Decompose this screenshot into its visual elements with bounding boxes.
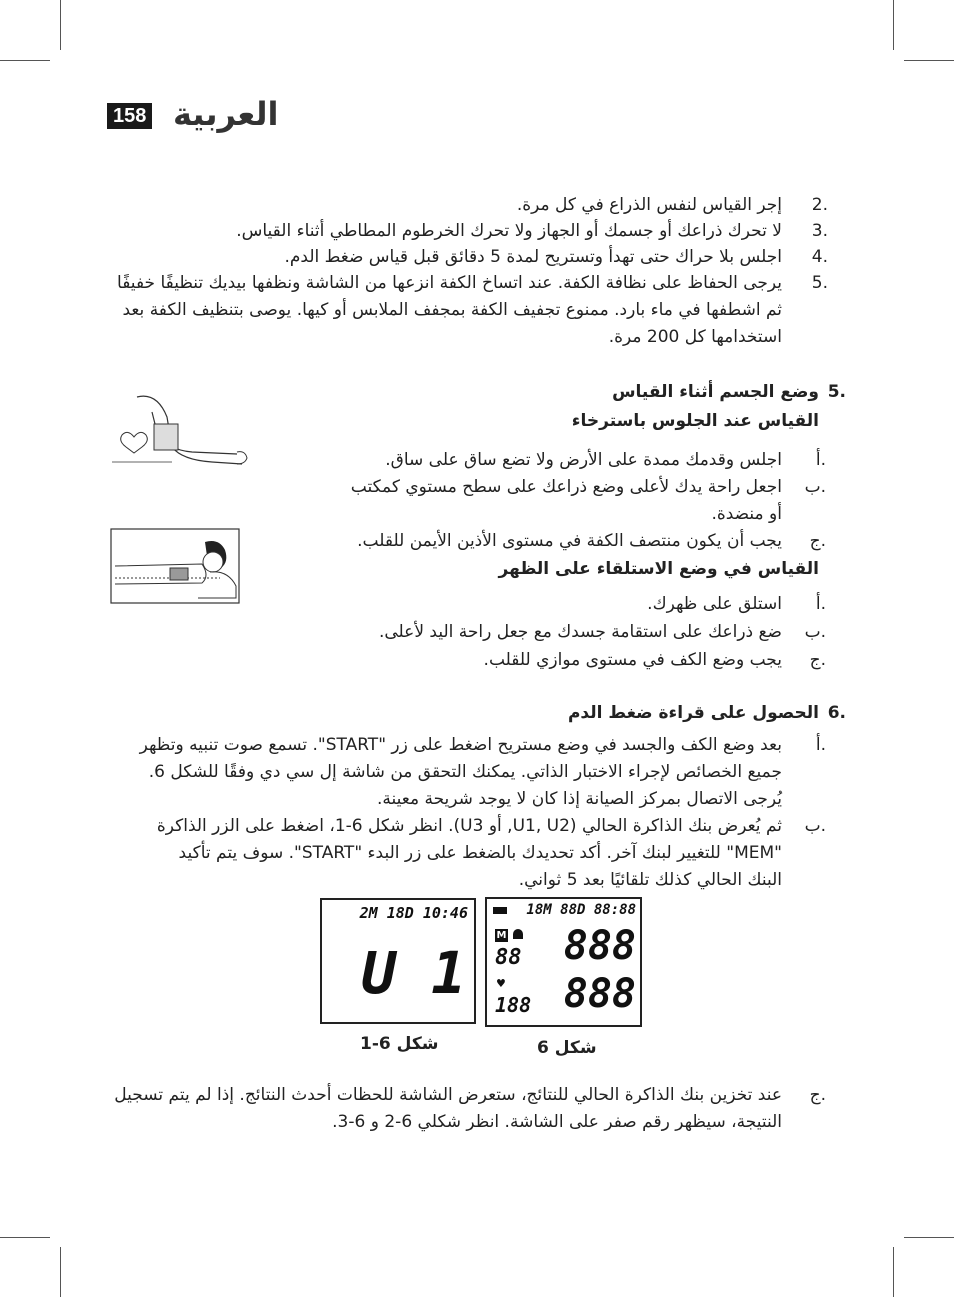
item-line: "MEM" للتغيير لبنك آخر. أكد تحديدك بالضغط على زر البدء "START". سوف يتم تأكيد bbox=[178, 843, 782, 863]
item-line: ضع ذراعك على استقامة جسدك مع جعل راحة اليد لأعلى. bbox=[378, 622, 782, 642]
subsection-title: القياس عند الجلوس باسترخاء bbox=[571, 411, 819, 431]
list-number: 2. bbox=[811, 195, 828, 215]
list-line: يرجى الحفاظ على نظافة الكفة. عند اتساخ الكفة انزعها من الشاشة ونظفها بيديك تنظيفًا خفيفًا bbox=[117, 273, 782, 293]
item-line: البنك الحالي كذلك تلقائيًا بعد 5 ثواني. bbox=[518, 870, 782, 890]
person-icon bbox=[513, 929, 523, 939]
crop-mark bbox=[60, 1247, 61, 1297]
battery-icon bbox=[493, 907, 507, 914]
lcd-figure-6 bbox=[485, 897, 642, 1027]
heart-icon: ♥ bbox=[496, 977, 506, 990]
crop-mark bbox=[904, 60, 954, 61]
item-marker: ب. bbox=[804, 477, 826, 497]
memory-icon: M bbox=[496, 930, 507, 941]
item-marker: ج. bbox=[809, 1085, 826, 1105]
section-title: وضع الجسم أثناء القياس bbox=[612, 382, 819, 402]
item-line: ثم يُعرض بنك الذاكرة الحالي (U1, U2, أو U3). انظر شكل 6-1، اضغط على الزر الذاكرة bbox=[156, 816, 782, 836]
section-title: الحصول على قراءة ضغط الدم bbox=[567, 703, 819, 723]
list-line: استخدامها كل 200 مرة. bbox=[608, 327, 782, 347]
item-marker: أ. bbox=[815, 450, 826, 470]
page-header bbox=[105, 95, 405, 135]
lcd-figure-6-1 bbox=[320, 898, 476, 1024]
figure-caption: شكل 6-1 bbox=[360, 1034, 439, 1054]
item-line: جميع الخصائص لإجراء الاختبار الذاتي. يمكنك التحقق من شاشة إل سي دي وفقًا للشكل 6. bbox=[148, 762, 782, 782]
list-line: اجلس بلا حراك حتى تهدأ وتستريح لمدة 5 دقائق قبل قياس ضغط الدم. bbox=[284, 247, 782, 267]
item-marker: أ. bbox=[815, 735, 826, 755]
lcd-small-digits-1: 88 bbox=[495, 945, 522, 970]
section-number: 6. bbox=[827, 703, 846, 723]
crop-mark bbox=[60, 0, 61, 50]
item-line: النتيجة، سيظهر رقم صفر على الشاشة. انظر شكلي 6-2 و 6-3. bbox=[332, 1112, 782, 1132]
list-line: ثم اشطفها في ماء بارد. ممنوع تجفيف الكفة بمجفف الملابس أو كيها. يوصى بتنظيف الكفة بعد bbox=[122, 300, 782, 320]
item-line: اجعل راحة يدك لأعلى وضع ذراعك على سطح مستوي كمكتب bbox=[350, 477, 782, 497]
crop-mark bbox=[0, 60, 50, 61]
page-number: 158 bbox=[107, 103, 152, 129]
crop-mark bbox=[893, 0, 894, 50]
item-line: يجب وضع الكف في مستوى موازي للقلب. bbox=[483, 650, 782, 670]
list-number: 5. bbox=[811, 273, 828, 293]
item-line: يُرجى الاتصال بمركز الصيانة إذا كان لا يوجد شريحة معينة. bbox=[376, 789, 782, 809]
lcd-small-digits-2: 188 bbox=[495, 993, 532, 1017]
lcd-big-digits-1: 888 bbox=[563, 923, 636, 969]
crop-mark bbox=[904, 1237, 954, 1238]
section-number: 5. bbox=[827, 382, 846, 402]
subsection-title: القياس في وضع الاستلقاء على الظهر bbox=[498, 559, 819, 579]
item-marker: ج. bbox=[809, 531, 826, 551]
item-line: أو منضدة. bbox=[711, 504, 782, 524]
item-marker: ج. bbox=[809, 650, 826, 670]
arm-cuff-illustration bbox=[112, 392, 252, 482]
list-number: 4. bbox=[811, 247, 828, 267]
item-line: استلق على ظهرك. bbox=[647, 594, 782, 614]
item-line: عند تخزين بنك الذاكرة الحالي للنتائج، ستعرض الشاشة للحظات أحدث النتائج. إذا لم يتم تسجيل bbox=[114, 1085, 782, 1105]
lying-position-illustration bbox=[110, 528, 240, 604]
list-number: 3. bbox=[811, 221, 828, 241]
item-marker: ب. bbox=[804, 816, 826, 836]
item-marker: أ. bbox=[815, 594, 826, 614]
list-line: إجر القياس لنفس الذراع في كل مرة. bbox=[516, 195, 782, 215]
lcd-memory-bank: U 1 bbox=[361, 939, 466, 1007]
lcd-time-line: 2M 18D 10:46 bbox=[359, 904, 468, 922]
crop-mark bbox=[893, 1247, 894, 1297]
figure-caption: شكل 6 bbox=[537, 1038, 597, 1058]
lcd-top-line: 18M 88D 88:88 bbox=[526, 902, 636, 918]
item-line: اجلس وقدمك ممدة على الأرض ولا تضع ساق على ساق. bbox=[385, 450, 782, 470]
lcd-big-digits-2: 888 bbox=[563, 971, 636, 1017]
item-line: بعد وضع الكف والجسد في وضع مستريح اضغط على زر "START". تسمع صوت تنبيه وتظهر bbox=[139, 735, 782, 755]
item-line: يجب أن يكون منتصف الكفة في مستوى الأذين الأيمن للقلب. bbox=[357, 531, 782, 551]
crop-mark bbox=[0, 1237, 50, 1238]
list-line: لا تحرك ذراعك أو جسمك أو الجهاز ولا تحرك الخرطوم المطاطي أثناء القياس. bbox=[236, 221, 782, 241]
page-title: العربية bbox=[173, 95, 279, 133]
item-marker: ب. bbox=[804, 622, 826, 642]
